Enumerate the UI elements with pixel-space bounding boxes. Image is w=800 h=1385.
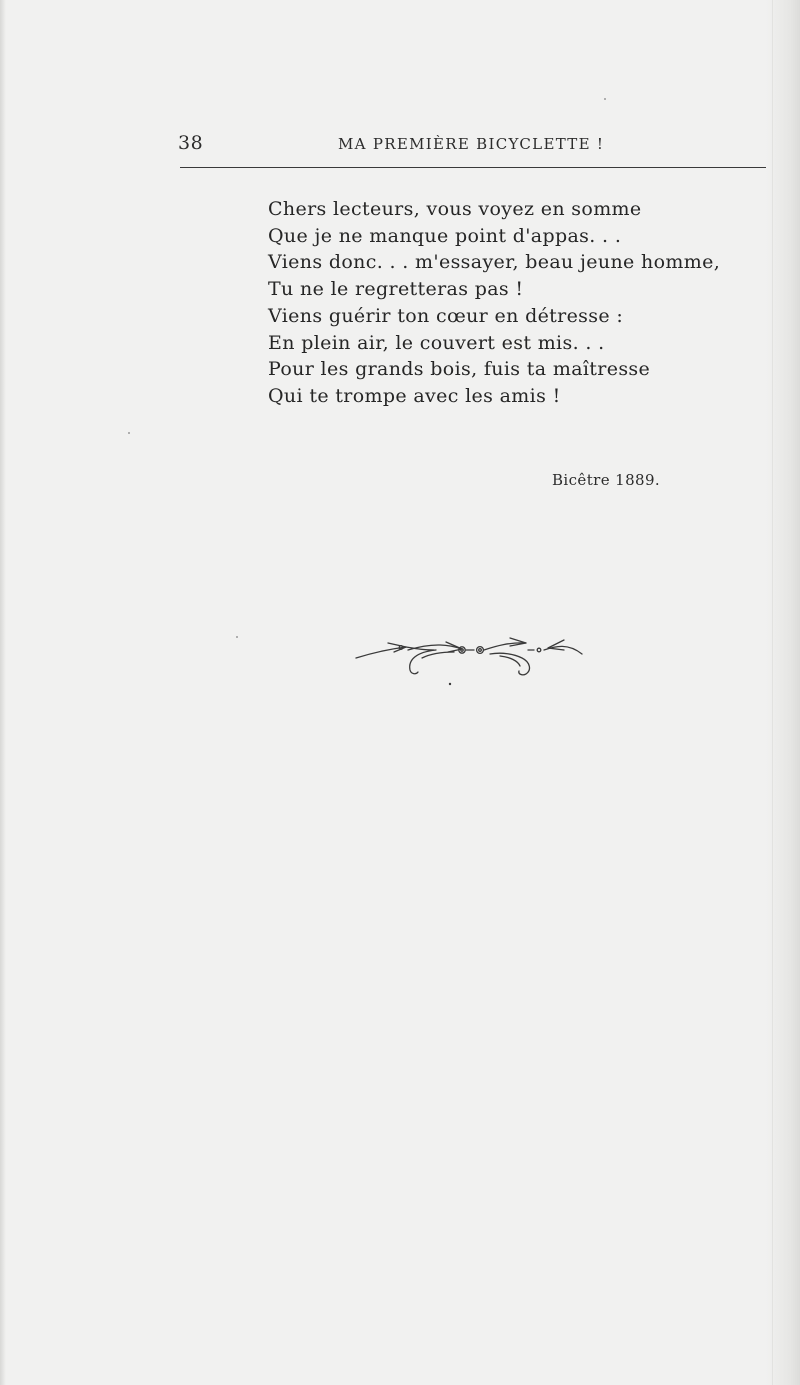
scan-speck <box>604 98 606 100</box>
page-edge-line <box>772 0 773 1385</box>
poem-line: En plein air, le couvert est mis. . . <box>268 331 605 354</box>
poem-line: Qui te trompe avec les amis ! <box>268 384 561 407</box>
page-left-edge <box>0 0 6 1385</box>
running-title: MA PREMIÈRE BICYCLETTE ! <box>338 135 605 153</box>
scroll-ornament-icon <box>350 628 590 688</box>
page-number: 38 <box>178 132 204 154</box>
poem-line: Viens guérir ton cœur en détresse : <box>268 304 624 327</box>
poem-line: Chers lecteurs, vous voyez en somme <box>268 198 642 220</box>
header-rule <box>180 167 766 168</box>
poem-line: Pour les grands bois, fuis ta maîtresse <box>268 358 651 381</box>
poem-stanza <box>268 196 748 410</box>
poem-line: Viens donc. . . m'essayer, beau jeune homme, <box>268 251 721 274</box>
scan-speck <box>236 636 238 638</box>
place-date-signature: Bicêtre 1889. <box>552 471 661 489</box>
poem-line: Que je ne manque point d'appas. . . <box>268 224 622 247</box>
poem-line: Tu ne le regretteras pas ! <box>268 278 524 301</box>
scan-speck <box>128 432 130 434</box>
